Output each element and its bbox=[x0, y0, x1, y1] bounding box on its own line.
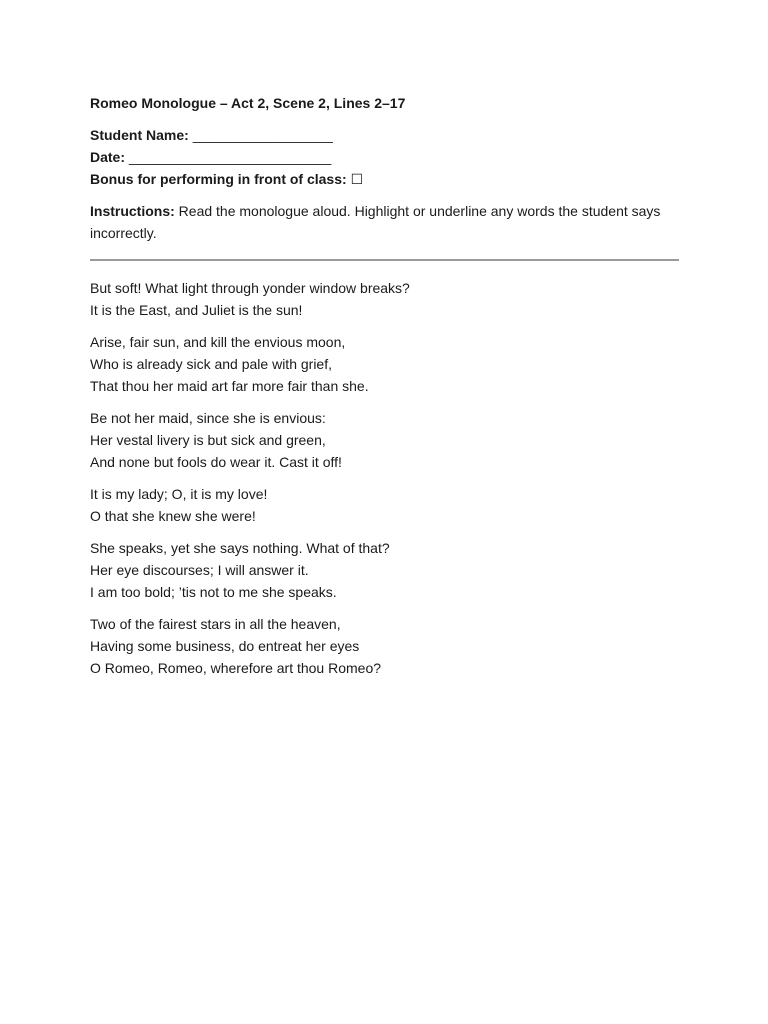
date-field bbox=[90, 146, 680, 168]
verse-line: But soft! What light through yonder window breaks? bbox=[90, 280, 410, 296]
verse-line: Be not her maid, since she is envious: bbox=[90, 410, 326, 426]
date-label: Date: bbox=[90, 149, 126, 165]
instructions-label: Instructions: bbox=[90, 203, 175, 219]
verse-line: Her vestal livery is but sick and green, bbox=[90, 432, 326, 448]
verse-line: Two of the fairest stars in all the heaven, bbox=[90, 616, 341, 632]
verse-line: Arise, fair sun, and kill the envious moon, bbox=[90, 334, 346, 350]
verse-line: It is my lady; O, it is my love! bbox=[90, 486, 268, 502]
student-name-label: Student Name: bbox=[90, 127, 189, 143]
stanza bbox=[90, 483, 680, 527]
date-blank[interactable]: __________________________ bbox=[128, 149, 332, 165]
stanza bbox=[90, 613, 680, 679]
student-name-blank[interactable]: __________________ bbox=[192, 127, 333, 143]
worksheet-page bbox=[90, 92, 680, 689]
divider bbox=[90, 259, 679, 261]
verse-line: It is the East, and Juliet is the sun! bbox=[90, 302, 303, 318]
bonus-label: Bonus for performing in front of class: bbox=[90, 171, 347, 187]
student-name-field bbox=[90, 124, 680, 146]
instructions-paragraph bbox=[90, 200, 670, 244]
verse-line: Having some business, do entreat her eyes bbox=[90, 638, 360, 654]
stanza bbox=[90, 537, 680, 603]
verse-line: O Romeo, Romeo, wherefore art thou Romeo? bbox=[90, 660, 382, 676]
monologue-text bbox=[90, 277, 680, 679]
instructions-text: Read the monologue aloud. Highlight or underline any words the student says incorrectly. bbox=[90, 203, 661, 241]
verse-line: Who is already sick and pale with grief, bbox=[90, 356, 332, 372]
verse-line: That thou her maid art far more fair than she. bbox=[90, 378, 369, 394]
bonus-field bbox=[90, 168, 680, 190]
verse-line: I am too bold; ’tis not to me she speaks. bbox=[90, 584, 337, 600]
verse-line: And none but fools do wear it. Cast it off! bbox=[90, 454, 342, 470]
stanza bbox=[90, 407, 680, 473]
bonus-checkbox[interactable]: ☐ bbox=[350, 171, 364, 187]
verse-line: She speaks, yet she says nothing. What of that? bbox=[90, 540, 390, 556]
stanza bbox=[90, 277, 680, 321]
verse-line: O that she knew she were! bbox=[90, 508, 256, 524]
page-title: Romeo Monologue – Act 2, Scene 2, Lines 2–17 bbox=[90, 95, 406, 111]
verse-line: Her eye discourses; I will answer it. bbox=[90, 562, 309, 578]
stanza bbox=[90, 331, 680, 397]
